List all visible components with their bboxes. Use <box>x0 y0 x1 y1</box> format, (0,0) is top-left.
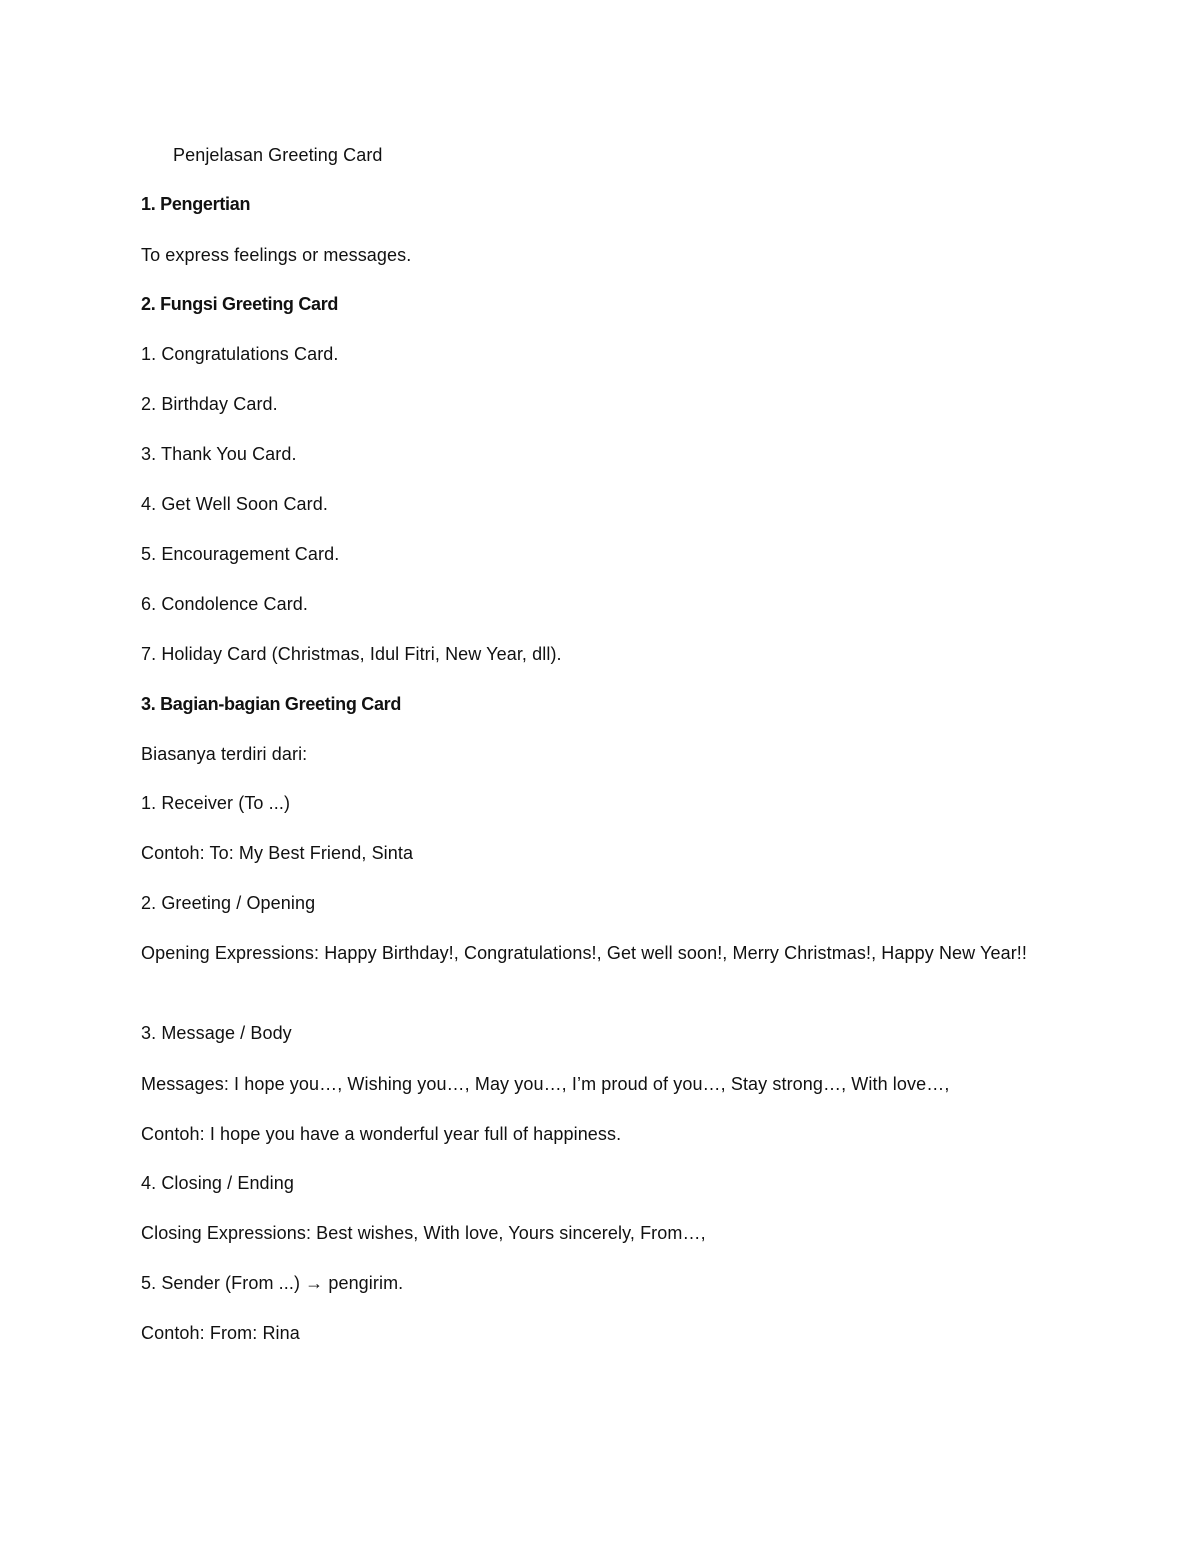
part-greeting: 2. Greeting / Opening <box>141 893 316 913</box>
section-text-pengertian: To express feelings or messages. <box>141 245 412 265</box>
list-item: 6. Condolence Card. <box>141 594 309 614</box>
part-receiver: 1. Receiver (To ...) <box>141 793 291 813</box>
receiver-example: Contoh: To: My Best Friend, Sinta <box>141 843 414 863</box>
section-heading-fungsi: 2. Fungsi Greeting Card <box>141 294 339 314</box>
section-heading-pengertian: 1. Pengertian <box>141 194 251 214</box>
document-title: Penjelasan Greeting Card <box>173 145 383 165</box>
part-closing: 4. Closing / Ending <box>141 1173 294 1193</box>
message-example: Contoh: I hope you have a wonderful year full of happiness. <box>141 1124 622 1144</box>
list-item: 3. Thank You Card. <box>141 444 297 464</box>
list-item: 1. Congratulations Card. <box>141 344 339 364</box>
list-item: 7. Holiday Card (Christmas, Idul Fitri, New Year, dll). <box>141 644 562 664</box>
list-item: 4. Get Well Soon Card. <box>141 494 328 514</box>
part-message: 3. Message / Body <box>141 1023 292 1043</box>
sender-example: Contoh: From: Rina <box>141 1323 300 1343</box>
message-expressions: Messages: I hope you…, Wishing you…, May you…, I’m proud of you…, Stay strong…, With love…, <box>141 1074 950 1094</box>
closing-expressions: Closing Expressions: Best wishes, With love, Yours sincerely, From…, <box>141 1223 706 1243</box>
list-item: 2. Birthday Card. <box>141 394 278 414</box>
part-sender: 5. Sender (From ...) → pengirim. <box>141 1273 404 1293</box>
list-item: 5. Encouragement Card. <box>141 544 340 564</box>
greeting-expressions: Opening Expressions: Happy Birthday!, Congratulations!, Get well soon!, Merry Christmas!, Happy New Year!! <box>141 943 1027 963</box>
section-intro: Biasanya terdiri dari: <box>141 744 308 764</box>
section-heading-bagian: 3. Bagian-bagian Greeting Card <box>141 694 402 714</box>
